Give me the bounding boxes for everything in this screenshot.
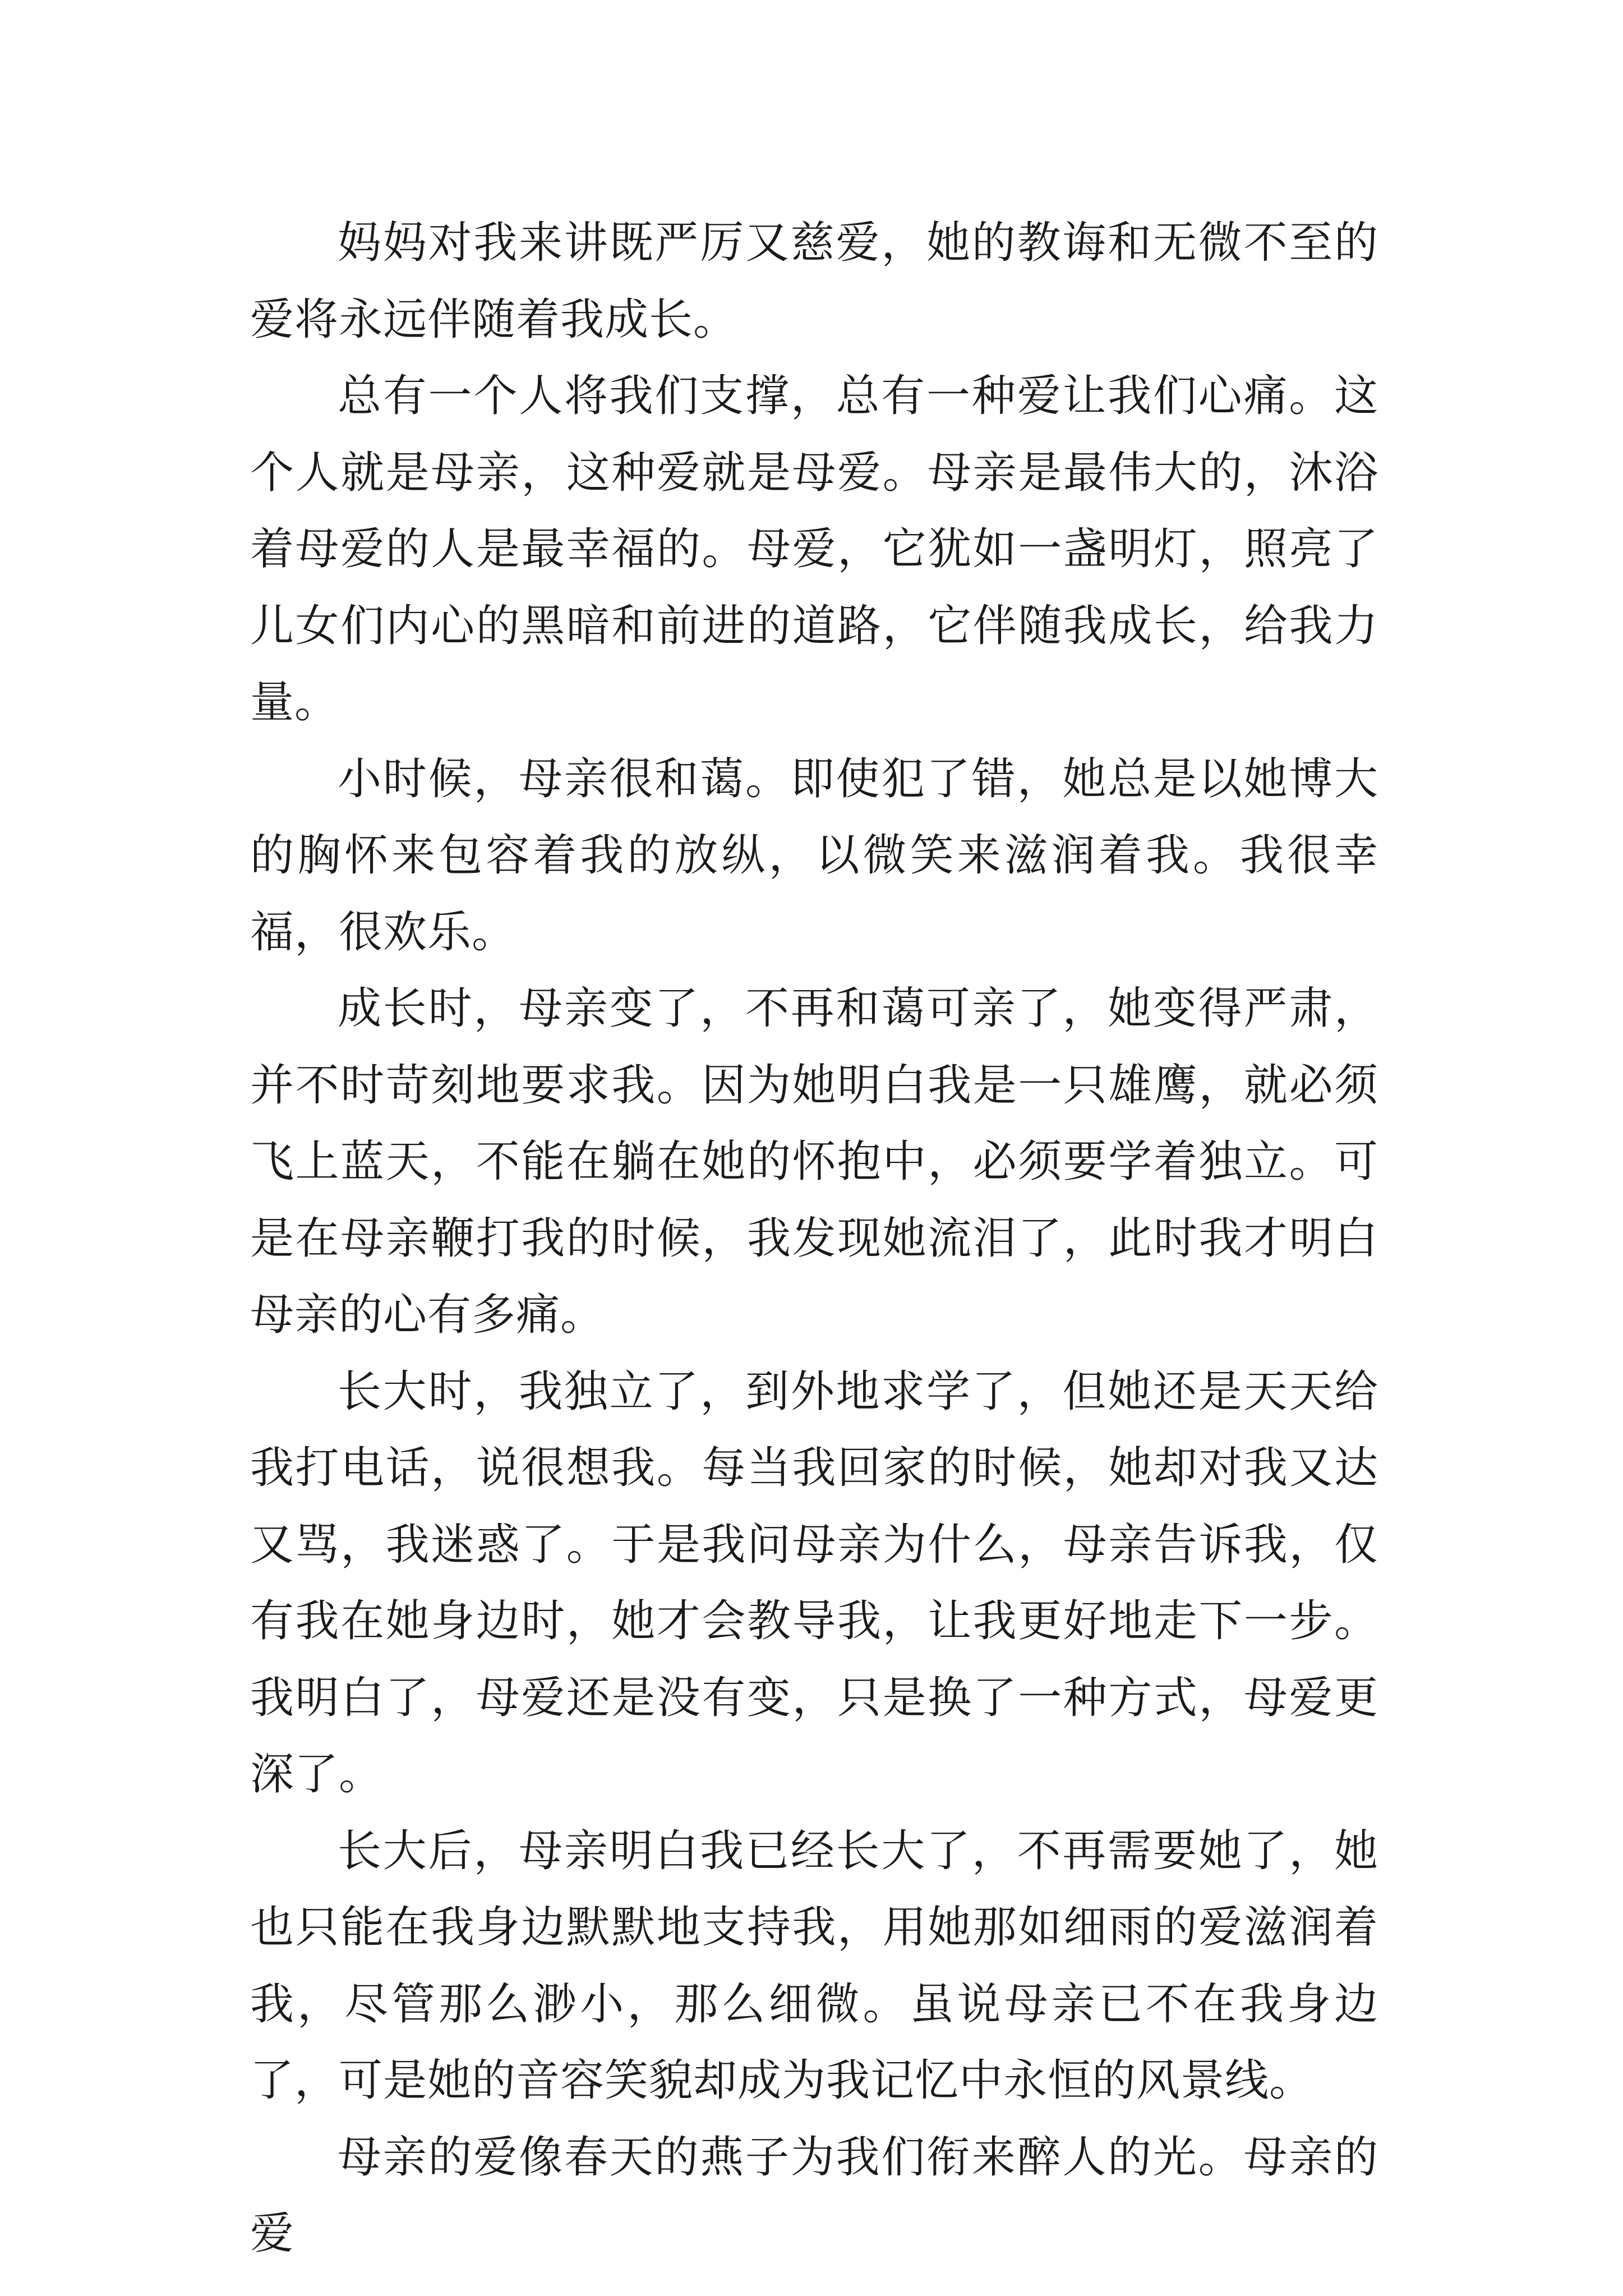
- paragraph-4: 成长时，母亲变了，不再和蔼可亲了，她变得严肃，并不时苛刻地要求我。因为她明白我是一只雄鹰，就必须飞上蓝天，不能在躺在她的怀抱中，必须要学着独立。可是在母亲鞭打我的时候，我发现她流泪了，此时我才明白母亲的心有多痛。: [250, 983, 1378, 1340]
- paragraph-5: 长大时，我独立了，到外地求学了，但她还是天天给我打电话，说很想我。每当我回家的时候，她却对我又达又骂，我迷惑了。于是我问母亲为什么，母亲告诉我，仅有我在她身边时，她才会教导我，让我更好地走下一步。我明白了，母爱还是没有变，只是换了一种方式，母爱更深了。: [250, 1366, 1378, 1800]
- paragraph-1: 妈妈对我来讲既严厉又慈爱，她的教诲和无微不至的爱将永远伴随着我成长。: [250, 218, 1378, 345]
- paragraph-3: 小时候，母亲很和蔼。即使犯了错，她总是以她博大的胸怀来包容着我的放纵，以微笑来滋润着我。我很幸福，很欢乐。: [250, 753, 1378, 958]
- document-body: [250, 205, 1378, 2272]
- paragraph-2: 总有一个人将我们支撑，总有一种爱让我们心痛。这个人就是母亲，这种爱就是母爱。母亲是最伟大的，沐浴着母爱的人是最幸福的。母爱，它犹如一盏明灯，照亮了儿女们内心的黑暗和前进的道路，它伴随我成长，给我力量。: [250, 371, 1378, 728]
- paragraph-7: 母亲的爱像春天的燕子为我们衔来醉人的光。母亲的爱: [250, 2132, 1378, 2259]
- paragraph-6: 长大后，母亲明白我已经长大了，不再需要她了，她也只能在我身边默默地支持我，用她那如细雨的爱滋润着我，尽管那么渺小，那么细微。虽说母亲已不在我身边了，可是她的音容笑貌却成为我记忆中永恒的风景线。: [250, 1825, 1378, 2106]
